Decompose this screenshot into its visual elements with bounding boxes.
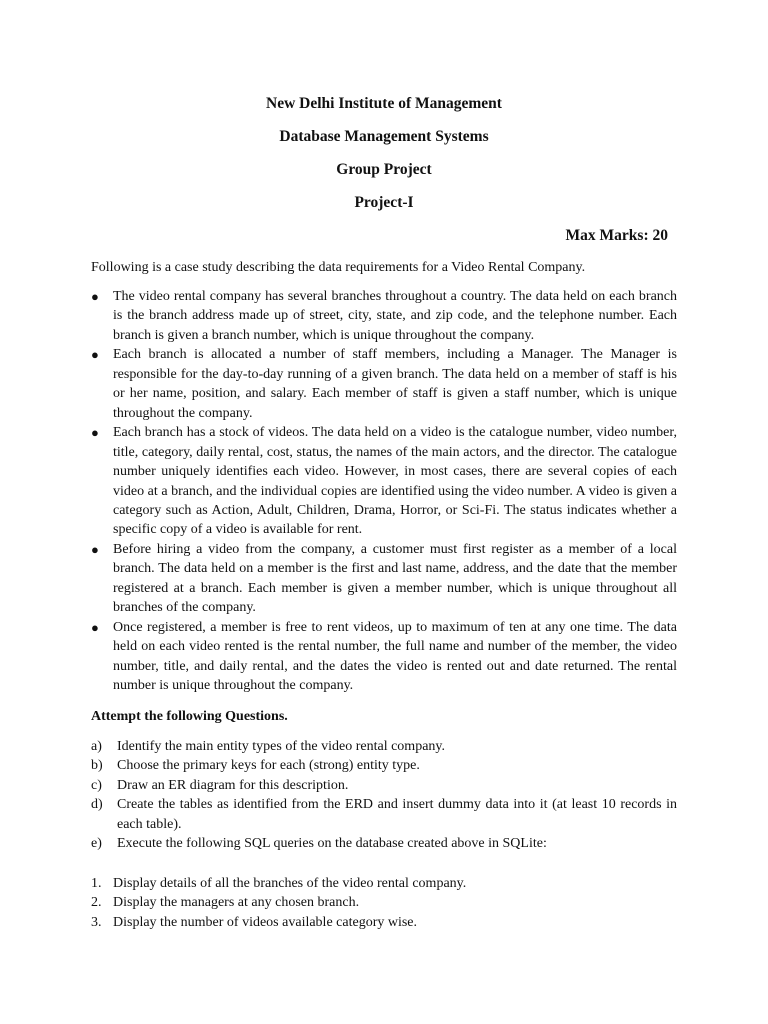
question-item [91, 834, 677, 853]
list-item-text: Each branch has a stock of videos. The data held on a video is the catalogue number, video number, title, category, daily rental, cost, status, the names of the main actors, and the director. The catalogue number uniquely identifies each video. However, in most cases, there are several copies of each video at a branch, and the individual copies are identified using the video number. A video is given a category such as Action, Adult, Children, Drama, Horror, or Sci-Fi. The status indicates whether a specific copy of a video is available for rent. [113, 425, 677, 538]
list-item-text: Before hiring a video from the company, a customer must first register as a member of a local branch. The data held on a member is the first and last name, address, and the date that the member registered at a branch. Each member is given a member number, which is unique throughout all branches of the company. [113, 541, 677, 616]
question-marker: b) [91, 758, 103, 774]
question-marker: d) [91, 797, 103, 813]
question-text: Draw an ER diagram for this description. [117, 777, 349, 793]
questions-heading: Attempt the following Questions. [91, 709, 288, 724]
question-marker: e) [91, 836, 102, 852]
question-item [91, 795, 677, 834]
project-type: Group Project [336, 161, 432, 178]
question-text: Choose the primary keys for each (strong) entity type. [117, 758, 420, 774]
question-text: Execute the following SQL queries on the database created above in SQLite: [117, 836, 547, 852]
question-marker: a) [91, 739, 102, 754]
list-item-text: Each branch is allocated a number of staff members, including a Manager. The Manager is responsible for the day-to-day running of a given branch. The data held on a member of staff is his or her name, position, and salary. Each member of staff is given a staff number, which is unique throughout the company. [113, 347, 677, 421]
course-title: Database Management Systems [279, 128, 489, 145]
query-item [91, 874, 677, 893]
institute-title: New Delhi Institute of Management [266, 95, 502, 112]
question-text: Identify the main entity types of the video rental company. [117, 739, 445, 754]
query-text: Display details of all the branches of the video rental company. [113, 876, 467, 891]
query-item [91, 913, 677, 932]
project-name: Project-I [354, 194, 414, 211]
query-number: 1. [91, 876, 102, 891]
list-item [91, 287, 677, 345]
question-text: Create the tables as identified from the ERD and insert dummy data into it (at least 10 records in each table). [117, 797, 677, 832]
list-item-text: The video rental company has several branches throughout a country. The data held on each branch is the branch address made up of street, city, state, and zip code, and the telephone number. Each branch is given a branch number, which is unique throughout the company. [113, 289, 677, 343]
query-text: Display the managers at any chosen branch. [113, 895, 360, 911]
query-item [91, 893, 677, 912]
question-item [91, 776, 677, 795]
query-text: Display the number of videos available category wise. [113, 914, 418, 930]
question-item [91, 737, 677, 756]
list-item [91, 423, 677, 540]
max-marks: Max Marks: 20 [565, 227, 668, 244]
question-item [91, 756, 677, 775]
intro-paragraph: Following is a case study describing the data requirements for a Video Rental Company. [91, 260, 586, 275]
list-item [91, 618, 677, 696]
bullet-icon: ● [91, 425, 99, 441]
bullet-icon: ● [91, 541, 99, 557]
query-number: 2. [91, 895, 102, 911]
question-marker: c) [91, 777, 102, 793]
requirements-list [91, 287, 677, 696]
query-number: 3. [91, 914, 102, 930]
queries-list [91, 874, 677, 932]
list-item [91, 345, 677, 423]
list-item-text: Once registered, a member is free to rent videos, up to maximum of ten at any one time. The data held on each video rented is the rental number, the full name and number of the member, the video number, title, and daily rental, and the dates the video is rented out and date returned. The rental number is unique throughout the company. [113, 619, 677, 694]
bullet-icon: ● [91, 619, 99, 635]
questions-list [91, 737, 677, 854]
list-item [91, 540, 677, 618]
bullet-icon: ● [91, 289, 99, 304]
bullet-icon: ● [91, 347, 99, 363]
